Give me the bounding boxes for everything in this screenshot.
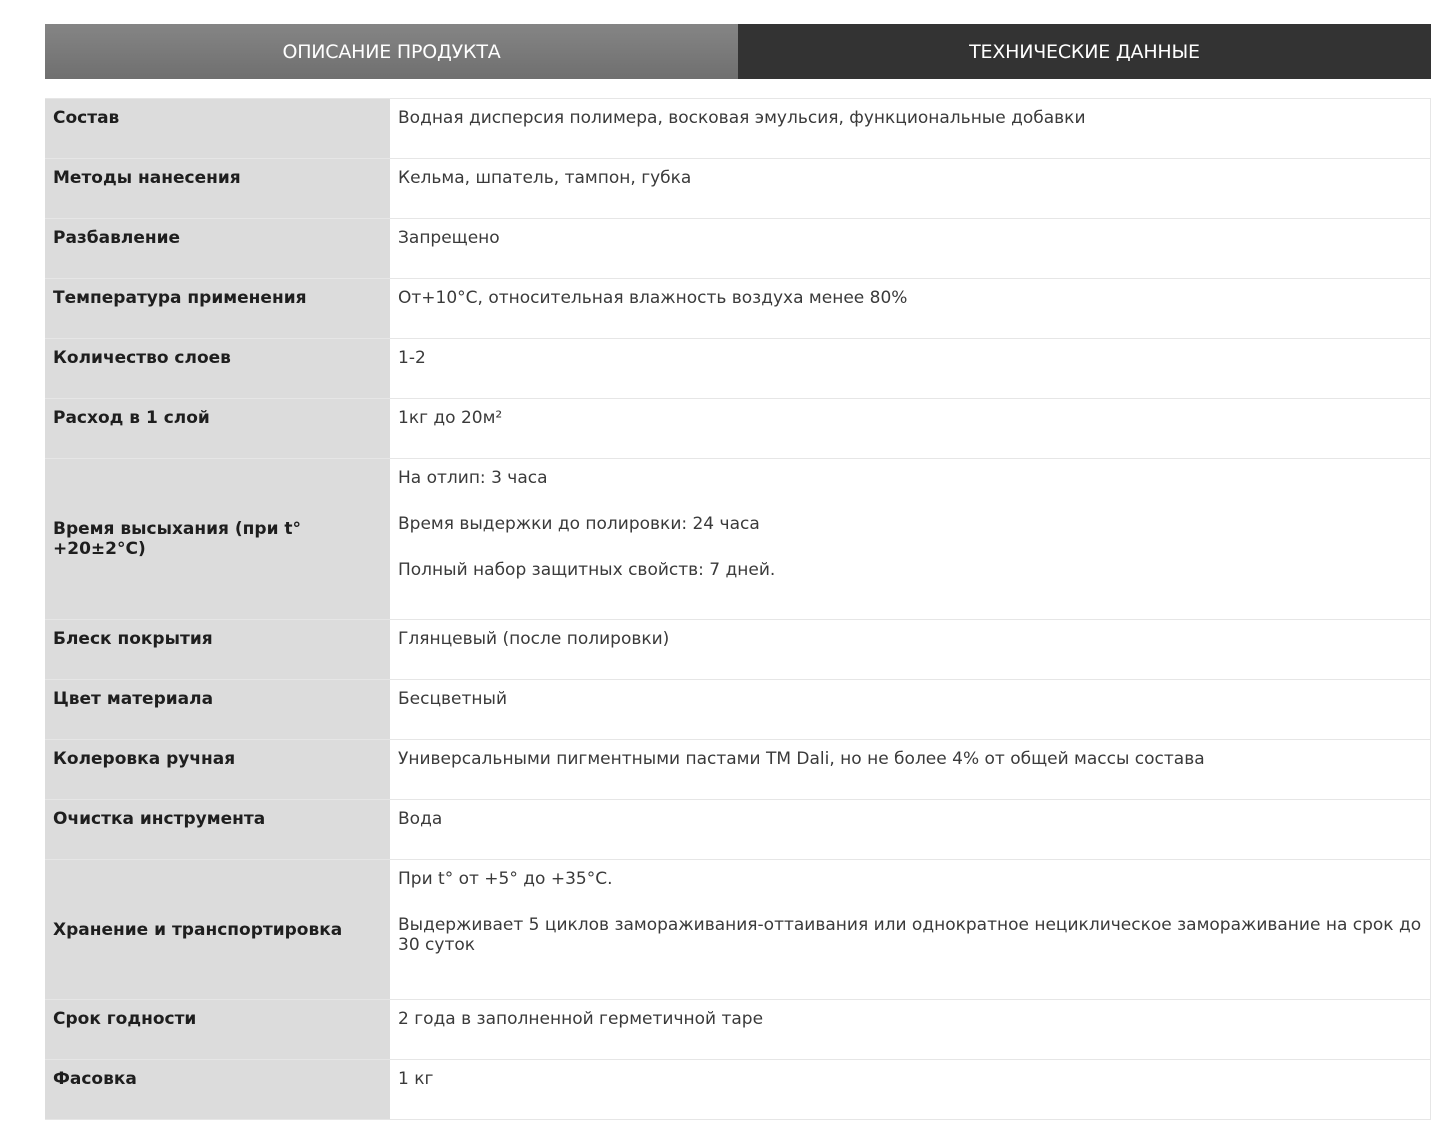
spec-value-line: Запрещено: [398, 228, 500, 248]
spec-value-line: Полный набор защитных свойств: 7 дней.: [398, 560, 776, 580]
spec-value: [390, 99, 1431, 159]
spec-value-line: Выдерживает 5 циклов замораживания-оттаивания или однократное нециклическое замораживание на срок до 30 суток: [398, 915, 1422, 955]
spec-value-line: 1 кг: [398, 1069, 434, 1089]
spec-label: Цвет материала: [45, 680, 390, 740]
spec-label: Фасовка: [45, 1060, 390, 1120]
spec-label: Состав: [45, 99, 390, 159]
spec-row-application-temperature: [45, 279, 1431, 339]
spec-value: [390, 279, 1431, 339]
spec-value-line: Бесцветный: [398, 689, 508, 709]
tab-product-description[interactable]: ОПИСАНИЕ ПРОДУКТА: [45, 24, 738, 79]
spec-value-line: Водная дисперсия полимера, восковая эмульсия, функциональные добавки: [398, 108, 1086, 128]
spec-value: [390, 680, 1431, 740]
spec-row-shelf-life: [45, 1000, 1431, 1060]
spec-value: [390, 399, 1431, 459]
spec-row-drying-time: [45, 459, 1431, 620]
spec-label: Температура применения: [45, 279, 390, 339]
spec-row-storage-transport: [45, 860, 1431, 1000]
spec-label: Хранение и транспортировка: [45, 860, 390, 1000]
spec-label: Расход в 1 слой: [45, 399, 390, 459]
spec-value-line: 1-2: [398, 348, 426, 368]
technical-specs-table: [45, 98, 1431, 1120]
spec-value-line: От+10°С, относительная влажность воздуха менее 80%: [398, 288, 908, 308]
spec-row-packaging: [45, 1060, 1431, 1120]
spec-label: Блеск покрытия: [45, 620, 390, 680]
spec-row-consumption: [45, 399, 1431, 459]
spec-value-line: 1кг до 20м²: [398, 408, 503, 428]
spec-row-application-methods: [45, 159, 1431, 219]
spec-value: [390, 740, 1431, 800]
spec-value-line: При t° от +5° до +35°С.: [398, 869, 613, 889]
spec-label: Количество слоев: [45, 339, 390, 399]
spec-value: [390, 159, 1431, 219]
spec-row-tinting: [45, 740, 1431, 800]
spec-row-tool-cleaning: [45, 800, 1431, 860]
spec-value: [390, 620, 1431, 680]
spec-value-line: Универсальными пигментными пастами ТМ Dali, но не более 4% от общей массы состава: [398, 749, 1205, 769]
spec-value-line: На отлип: 3 часа: [398, 468, 548, 488]
spec-value-line: 2 года в заполненной герметичной таре: [398, 1009, 764, 1029]
spec-row-composition: [45, 99, 1431, 159]
spec-label: Срок годности: [45, 1000, 390, 1060]
spec-value-line: Время выдержки до полировки: 24 часа: [398, 514, 760, 534]
spec-value-line: Глянцевый (после полировки): [398, 629, 670, 649]
spec-label: Колеровка ручная: [45, 740, 390, 800]
spec-value: [390, 800, 1431, 860]
spec-row-layers-count: [45, 339, 1431, 399]
spec-label: Очистка инструмента: [45, 800, 390, 860]
spec-value: [390, 1000, 1431, 1060]
spec-label: Время высыхания (при t° +20±2°С): [45, 459, 390, 620]
spec-value-line: Кельма, шпатель, тампон, губка: [398, 168, 692, 188]
spec-row-material-color: [45, 680, 1431, 740]
spec-value: [390, 1060, 1431, 1120]
spec-value: [390, 459, 1431, 620]
spec-label: Разбавление: [45, 219, 390, 279]
spec-value-line: Вода: [398, 809, 443, 829]
product-tabs-panel: [45, 24, 1431, 1120]
tab-technical-data[interactable]: ТЕХНИЧЕСКИЕ ДАННЫЕ: [738, 24, 1431, 79]
spec-value: [390, 860, 1431, 1000]
spec-label: Методы нанесения: [45, 159, 390, 219]
tab-bar: [45, 24, 1431, 79]
spec-row-gloss: [45, 620, 1431, 680]
spec-row-dilution: [45, 219, 1431, 279]
spec-value: [390, 339, 1431, 399]
spec-value: [390, 219, 1431, 279]
